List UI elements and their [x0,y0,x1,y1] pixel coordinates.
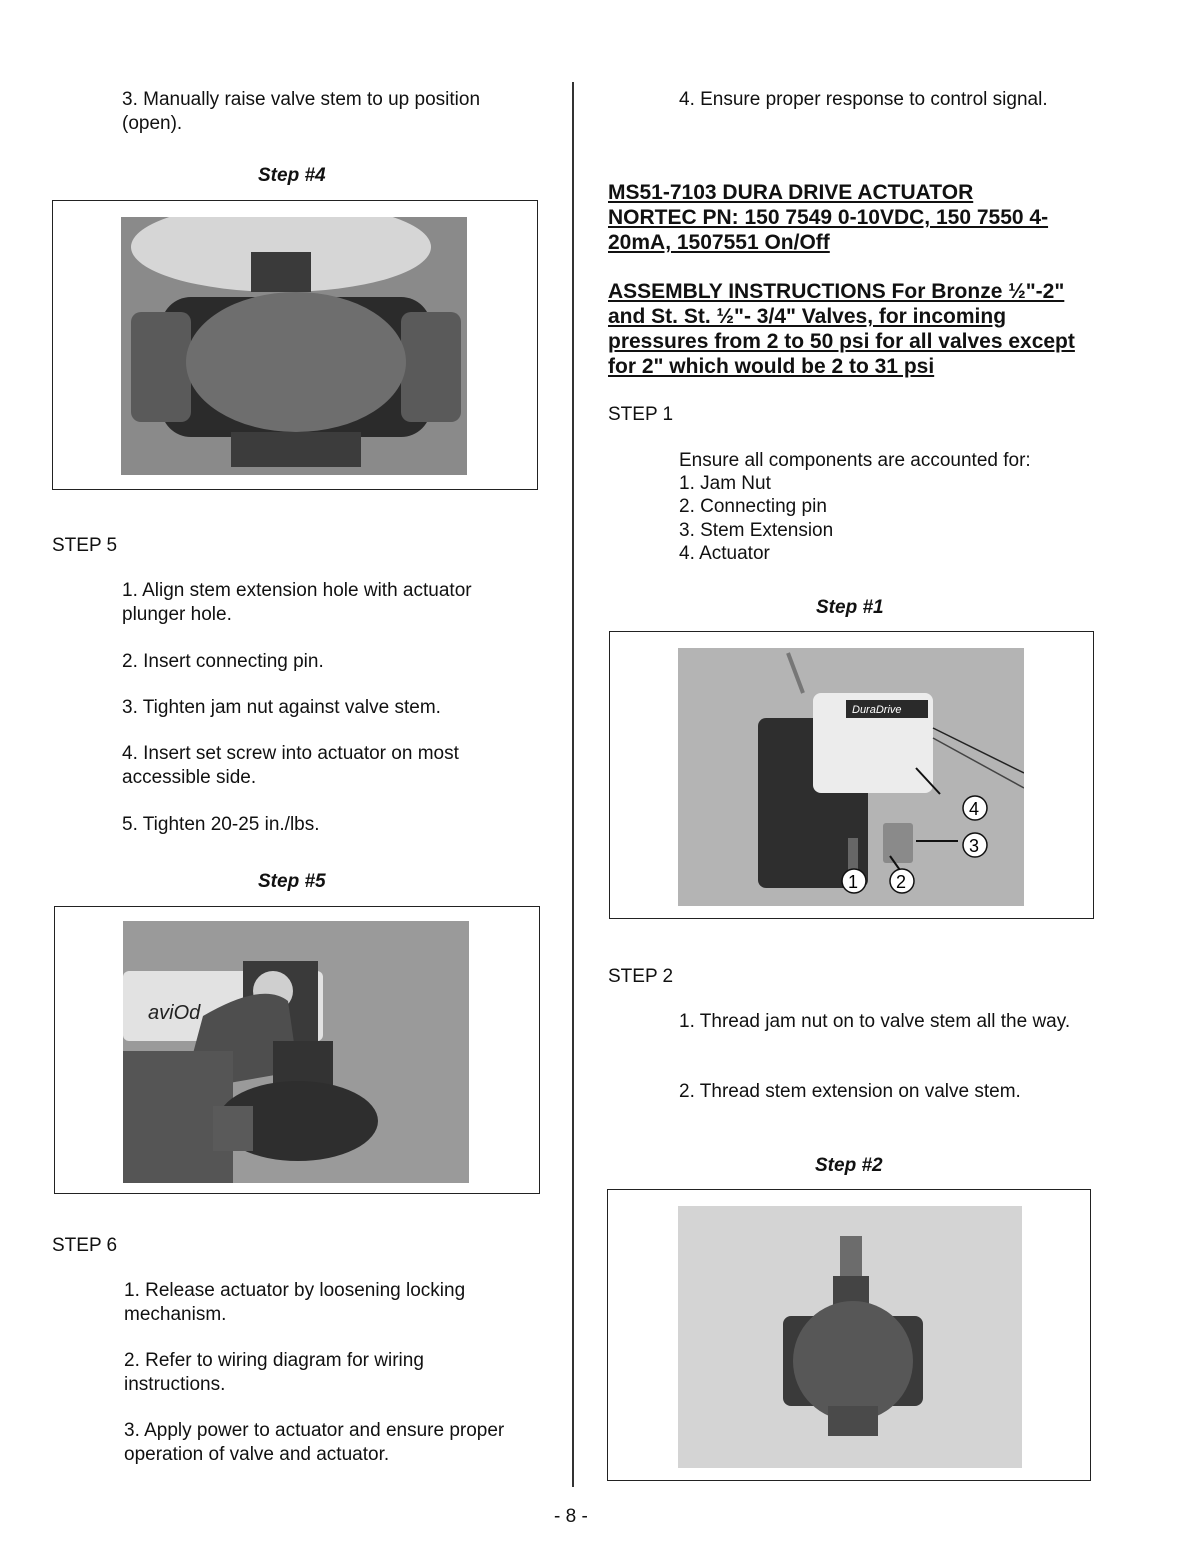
assembly-heading: ASSEMBLY INSTRUCTIONS For Bronze ½"-2" and St. St. ½"- 3/4" Valves, for incoming pressures from 2 to 50 psi for all valves except for 2" which would be 2 to 31 psi [608,280,1075,378]
figure-step5 [54,906,540,1194]
photo-step5-label: aviOd [148,1002,201,1024]
step-item-4-right: 4. Ensure proper response to control signal. [679,89,1048,110]
component-item-4: 4. Actuator [679,543,770,564]
step6-label: STEP 6 [52,1235,118,1256]
step1-label: STEP 1 [608,404,674,425]
photo-actuator-step5 [123,921,469,1183]
step5-item-2: 2. Insert connecting pin. [122,651,324,672]
step5-item-3: 3. Tighten jam nut against valve stem. [122,697,441,718]
callout-3: 3 [969,836,980,856]
product-heading: MS51-7103 DURA DRIVE ACTUATOR NORTEC PN: 150 7549 0-10VDC, 150 7550 4-20mA, 1507551 On/Off [608,181,1049,254]
figure-step2 [607,1189,1091,1481]
step3-item: 3. Manually raise valve stem to up position (open). [122,89,481,134]
photo-valve-step4 [121,217,467,475]
component-item-1: 1. Jam Nut [679,473,771,494]
step6-item-3: 3. Apply power to actuator and ensure proper operation of valve and actuator. [124,1420,505,1465]
step5-item-1: 1. Align stem extension hole with actuator plunger hole. [122,580,472,625]
column-divider [572,82,574,1487]
callout-2: 2 [896,872,907,892]
step5-label: STEP 5 [52,535,118,556]
caption-step5: Step #5 [258,871,326,892]
component-item-3: 3. Stem Extension [679,520,834,541]
caption-step4: Step #4 [258,165,326,186]
photo-step1-brand: DuraDrive [852,704,902,716]
caption-step2: Step #2 [815,1155,883,1176]
components-intro: Ensure all components are accounted for: [679,450,1031,471]
photo-components-step1 [678,648,1024,906]
component-item-2: 2. Connecting pin [679,496,827,517]
photo-valve-step2 [678,1206,1022,1468]
page-number: - 8 - [554,1506,588,1527]
figure-step1 [609,631,1094,919]
step2-item-2: 2. Thread stem extension on valve stem. [679,1081,1021,1102]
step6-item-2: 2. Refer to wiring diagram for wiring instructions. [124,1350,424,1395]
callout-1: 1 [848,872,859,892]
step2-item-1: 1. Thread jam nut on to valve stem all the way. [679,1011,1071,1032]
callout-4: 4 [969,799,980,819]
step5-item-4: 4. Insert set screw into actuator on most accessible side. [122,743,459,788]
caption-step1: Step #1 [816,597,884,618]
step6-item-1: 1. Release actuator by loosening locking mechanism. [124,1280,466,1325]
figure-step4 [52,200,538,490]
step5-item-5: 5. Tighten 20-25 in./lbs. [122,814,320,835]
step2-label: STEP 2 [608,966,674,987]
